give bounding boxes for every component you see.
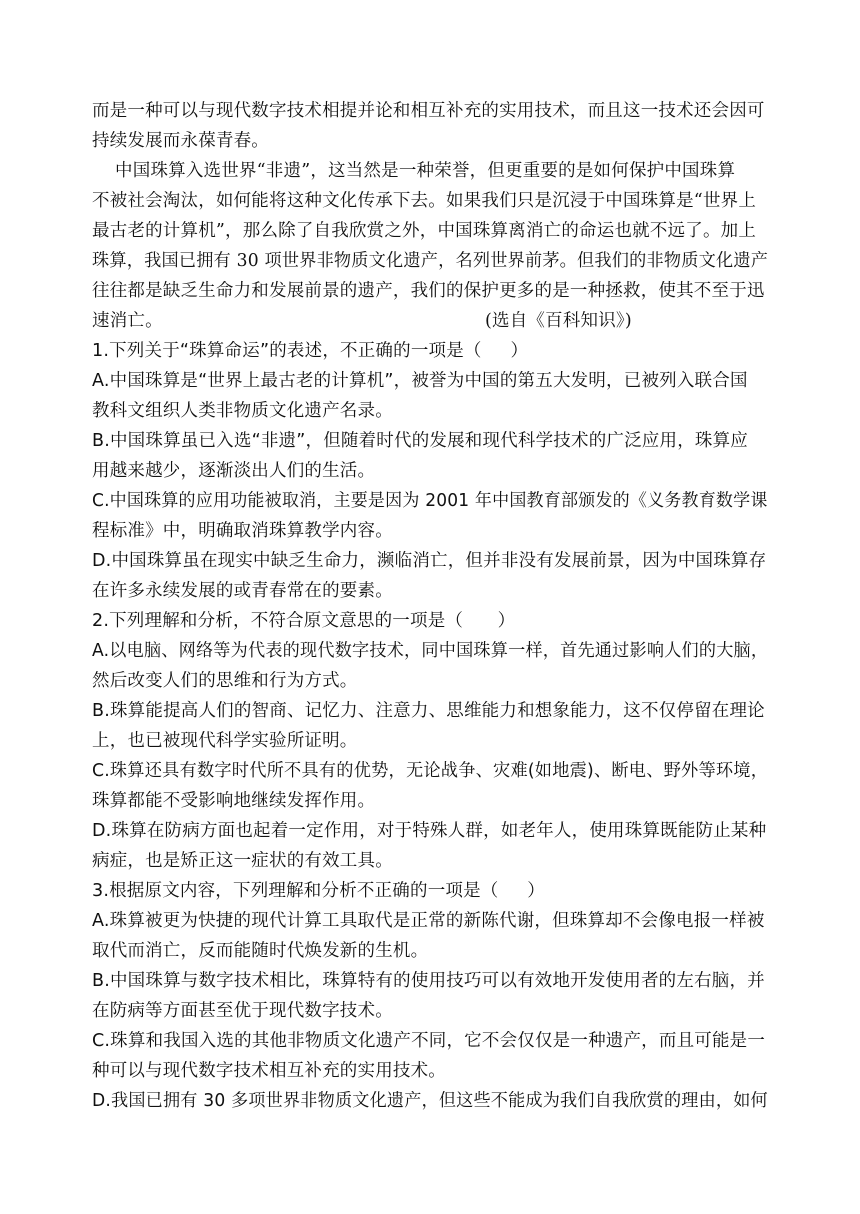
option-line: 种可以与现代数字技术相互补充的实用技术。 <box>92 1061 446 1081</box>
option-line: 程标准》中，明确取消珠算教学内容。 <box>92 521 393 541</box>
option-line: 取代而消亡，反而能随时代焕发新的生机。 <box>92 941 429 961</box>
option-line: 病症，也是矫正这一症状的有效工具。 <box>92 851 393 871</box>
passage-line: 速消亡。 <box>92 311 163 331</box>
option-line: A.以电脑、网络等为代表的现代数字技术，同中国珠算一样，首先通过影响人们的大脑， <box>92 641 769 661</box>
passage-line: 持续发展而永葆青春。 <box>92 131 269 151</box>
option-line: D.中国珠算虽在现实中缺乏生命力，濒临消亡，但并非没有发展前景，因为中国珠算存 <box>92 551 767 571</box>
passage-line: 往往都是缺乏生命力和发展前景的遗产，我们的保护更多的是一种拯救，使其不至于迅 <box>92 281 765 301</box>
passage-line: 而是一种可以与现代数字技术相提并论和相互补充的实用技术，而且这一技术还会因可 <box>92 101 765 121</box>
option-line: B.珠算能提高人们的智商、记忆力、注意力、思维能力和想象能力，这不仅停留在理论 <box>92 701 765 721</box>
option-line: 在防病等方面甚至优于现代数字技术。 <box>92 1001 393 1021</box>
question-stem: 2.下列理解和分析，不符合原文意思的一项是（ ） <box>92 611 516 631</box>
option-line: A.中国珠算是“世界上最古老的计算机”，被誉为中国的第五大发明，已被列入联合国 <box>92 371 748 391</box>
question-stem: 1.下列关于“珠算命运”的表述，不正确的一项是（ ） <box>92 341 529 361</box>
option-line: C.中国珠算的应用功能被取消，主要是因为 2001 年中国教育部颁发的《义务教育数学课 <box>92 491 768 511</box>
passage-line: 珠算，我国已拥有 30 项世界非物质文化遗产，名列世界前茅。但我们的非物质文化遗产 <box>92 251 769 271</box>
option-line: B.中国珠算虽已入选“非遗”，但随着时代的发展和现代科学技术的广泛应用，珠算应 <box>92 431 748 451</box>
source-citation: (选自《百科知识》) <box>485 311 632 331</box>
option-line: 用越来越少，逐渐淡出人们的生活。 <box>92 461 376 481</box>
passage-line: 中国珠算入选世界“非遗”，这当然是一种荣誉，但更重要的是如何保护中国珠算 <box>92 161 736 181</box>
passage-line: 最古老的计算机”，那么除了自我欣赏之外，中国珠算离消亡的命运也就不远了。加上 <box>92 221 757 241</box>
passage-line: 不被社会淘汰，如何能将这种文化传承下去。如果我们只是沉浸于中国珠算是“世界上 <box>92 191 757 211</box>
option-line: C.珠算还具有数字时代所不具有的优势，无论战争、灾难(如地震)、断电、野外等环境， <box>92 761 769 781</box>
question-stem: 3.根据原文内容，下列理解和分析不正确的一项是（ ） <box>92 881 546 901</box>
option-line: A.珠算被更为快捷的现代计算工具取代是正常的新陈代谢，但珠算却不会像电报一样被 <box>92 911 765 931</box>
option-line: 然后改变人们的思维和行为方式。 <box>92 671 358 691</box>
option-line: D.珠算在防病方面也起着一定作用，对于特殊人群，如老年人，使用珠算既能防止某种 <box>92 821 767 841</box>
option-line: B.中国珠算与数字技术相比，珠算特有的使用技巧可以有效地开发使用者的左右脑，并 <box>92 971 765 991</box>
option-line: 上，也已被现代科学实验所证明。 <box>92 731 358 751</box>
option-line: C.珠算和我国入选的其他非物质文化遗产不同，它不会仅仅是一种遗产，而且可能是一 <box>92 1031 766 1051</box>
option-line: 教科文组织人类非物质文化遗产名录。 <box>92 401 393 421</box>
option-line: D.我国已拥有 30 多项世界非物质文化遗产，但这些不能成为我们自我欣赏的理由，如何 <box>92 1091 768 1111</box>
option-line: 珠算都能不受影响地继续发挥作用。 <box>92 791 376 811</box>
option-line: 在许多永续发展的或青春常在的要素。 <box>92 581 393 601</box>
